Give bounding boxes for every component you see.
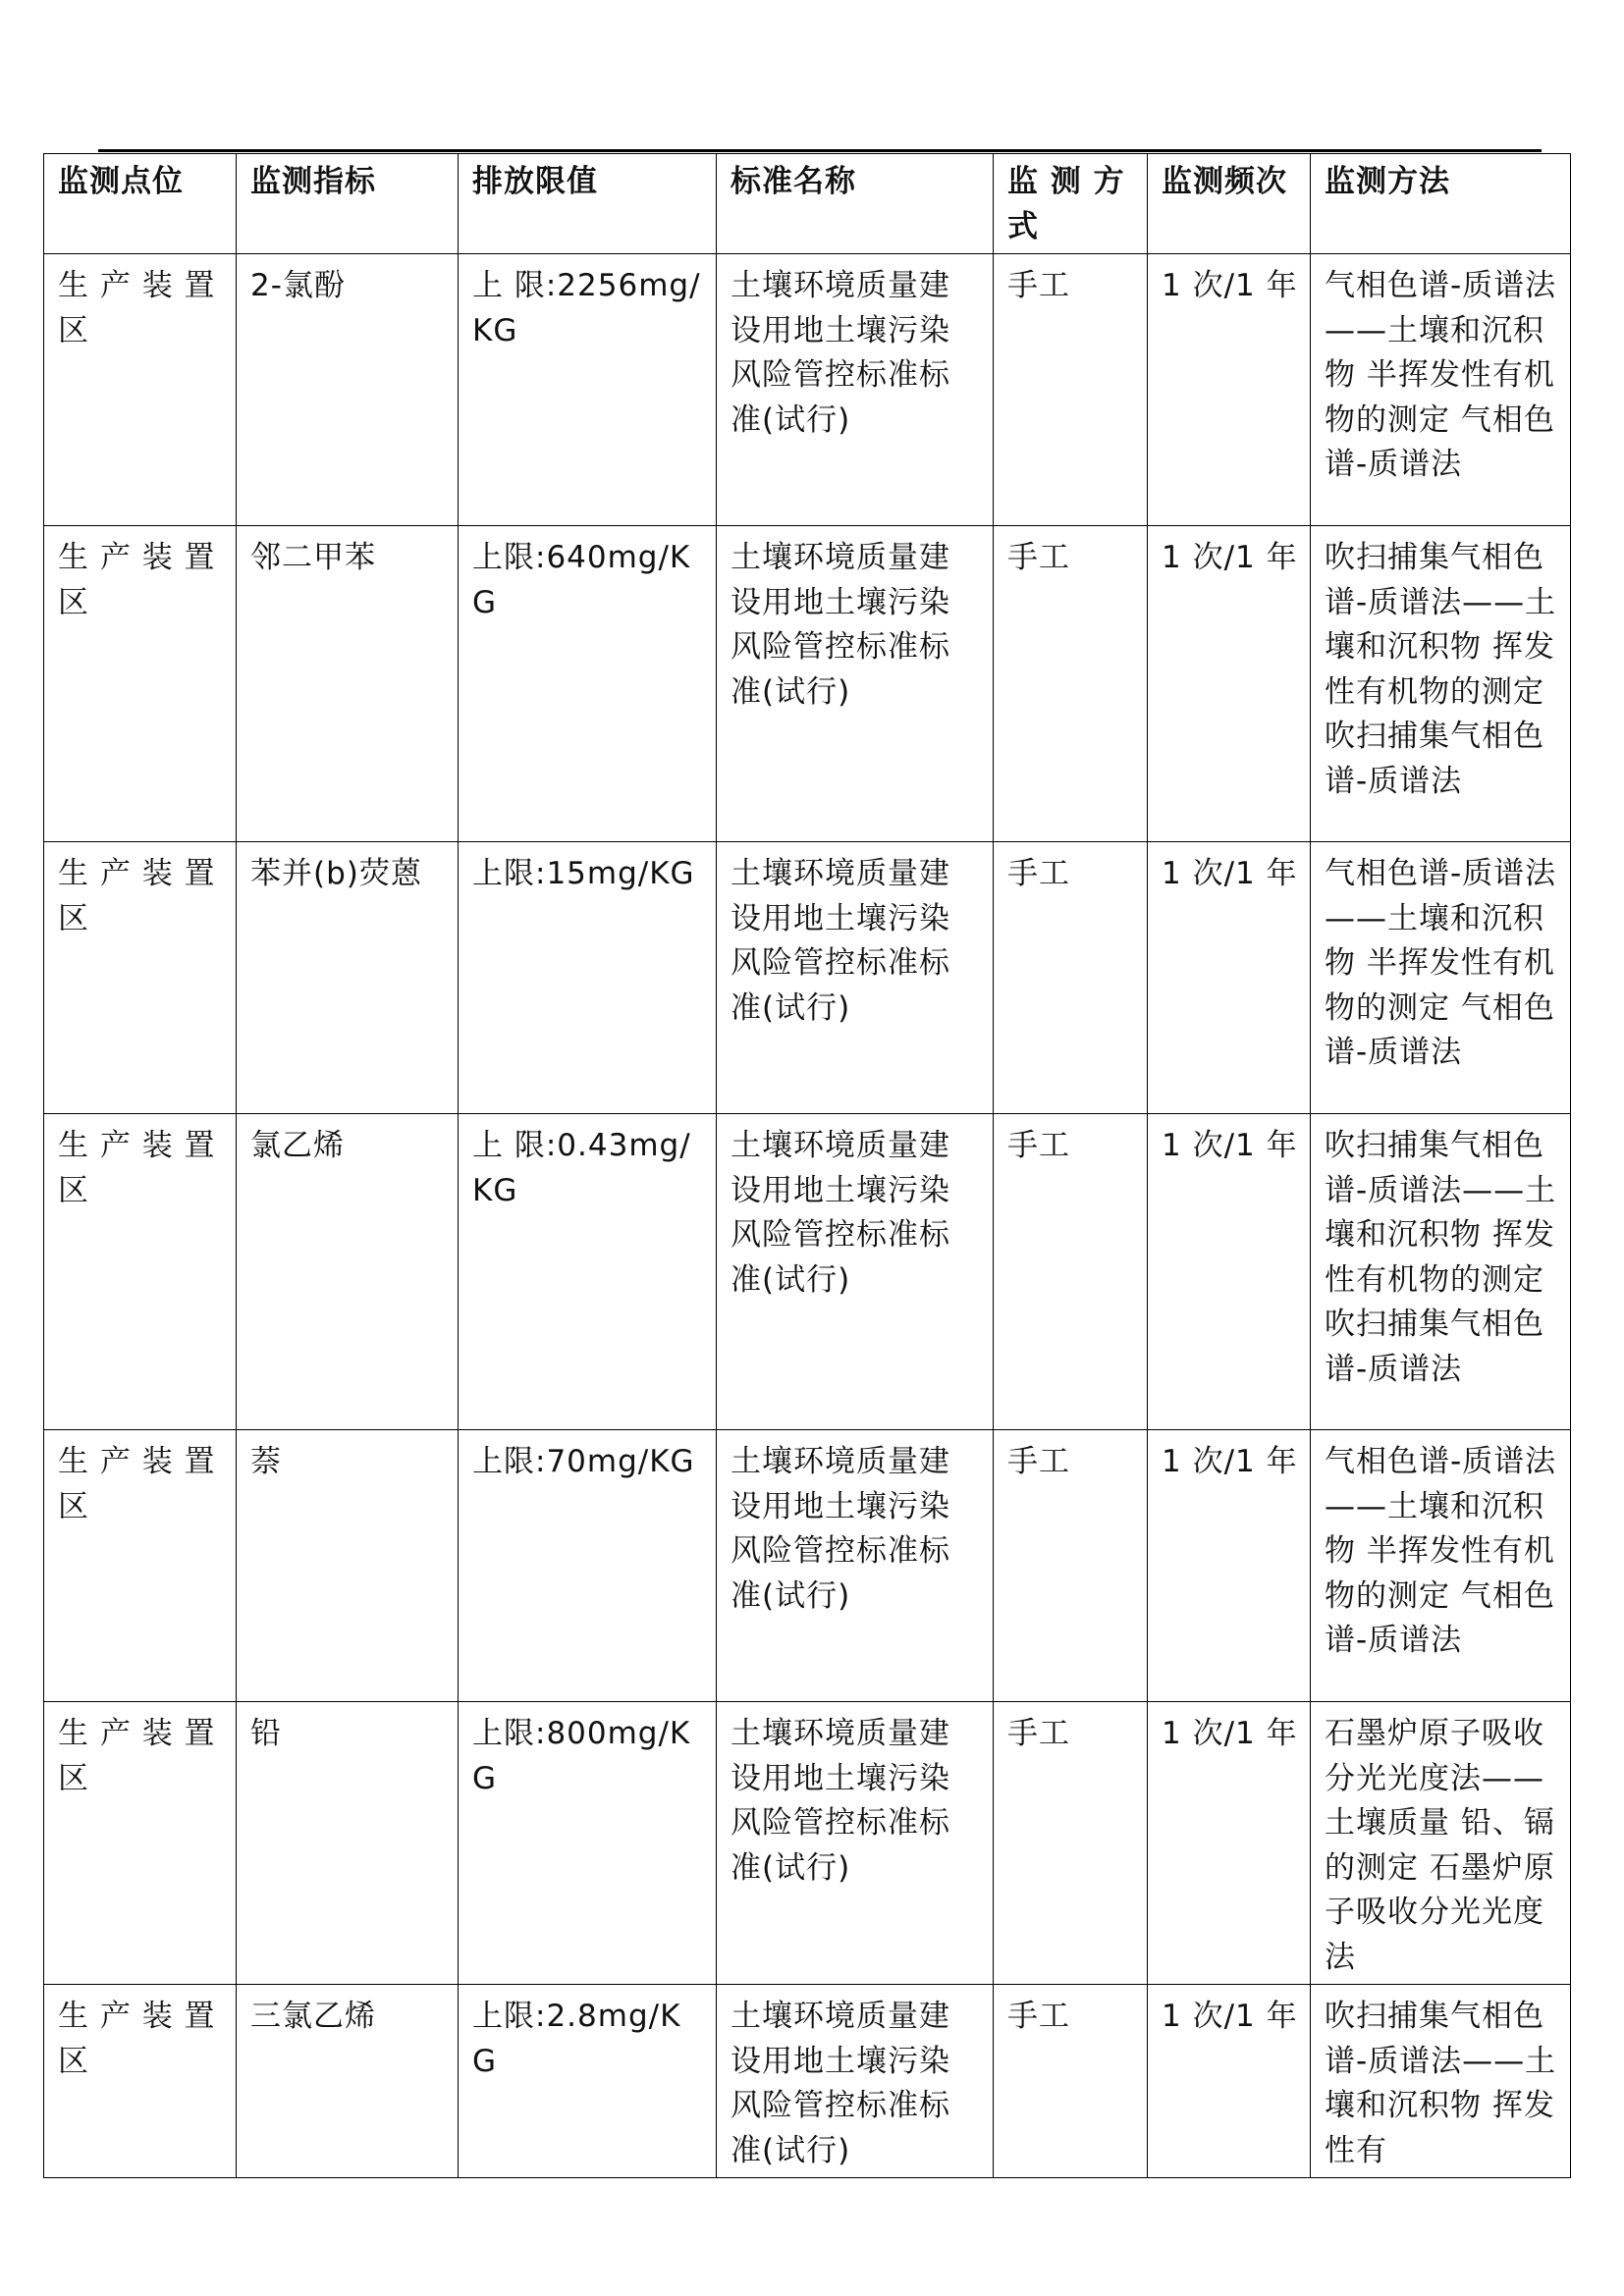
cell-frequency: 1 次/1 年 bbox=[1148, 1430, 1311, 1702]
cell-location: 生 产 装 置 区 bbox=[44, 254, 237, 526]
table-row bbox=[44, 1114, 1571, 1430]
cell-mode: 手工 bbox=[994, 1702, 1148, 1985]
cell-limit: 上限:640mg/KG bbox=[459, 526, 717, 842]
cell-standard: 土壤环境质量建设用地土壤污染风险管控标准标准(试行) bbox=[717, 526, 994, 842]
table-row bbox=[44, 1985, 1571, 2178]
cell-method: 石墨炉原子吸收分光光度法——土壤质量 铅、镉的测定 石墨炉原子吸收分光光度法 bbox=[1311, 1702, 1571, 1985]
cell-indicator: 2-氯酚 bbox=[237, 254, 459, 526]
cell-location: 生 产 装 置 区 bbox=[44, 842, 237, 1114]
cell-method: 吹扫捕集气相色谱-质谱法——土壤和沉积物 挥发性有 bbox=[1311, 1985, 1571, 2178]
cell-limit: 上限:800mg/KG bbox=[459, 1702, 717, 1985]
header-frequency: 监测频次 bbox=[1148, 154, 1311, 254]
cell-frequency: 1 次/1 年 bbox=[1148, 1985, 1311, 2178]
cell-method: 吹扫捕集气相色谱-质谱法——土壤和沉积物 挥发性有机物的测定 吹扫捕集气相色谱-质谱法 bbox=[1311, 1114, 1571, 1430]
header-method: 监测方法 bbox=[1311, 154, 1571, 254]
cell-frequency: 1 次/1 年 bbox=[1148, 1114, 1311, 1430]
cell-location: 生 产 装 置 区 bbox=[44, 1985, 237, 2178]
cell-standard: 土壤环境质量建设用地土壤污染风险管控标准标准(试行) bbox=[717, 1985, 994, 2178]
header-standard: 标准名称 bbox=[717, 154, 994, 254]
cell-location: 生 产 装 置 区 bbox=[44, 526, 237, 842]
table-row bbox=[44, 526, 1571, 842]
cell-method: 吹扫捕集气相色谱-质谱法——土壤和沉积物 挥发性有机物的测定 吹扫捕集气相色谱-质谱法 bbox=[1311, 526, 1571, 842]
cell-frequency: 1 次/1 年 bbox=[1148, 842, 1311, 1114]
cell-frequency: 1 次/1 年 bbox=[1148, 1702, 1311, 1985]
cell-mode: 手工 bbox=[994, 1430, 1148, 1702]
cell-standard: 土壤环境质量建设用地土壤污染风险管控标准标准(试行) bbox=[717, 254, 994, 526]
cell-indicator: 铅 bbox=[237, 1702, 459, 1985]
table-row bbox=[44, 1430, 1571, 1702]
cell-standard: 土壤环境质量建设用地土壤污染风险管控标准标准(试行) bbox=[717, 1702, 994, 1985]
table-row bbox=[44, 1702, 1571, 1985]
cell-standard: 土壤环境质量建设用地土壤污染风险管控标准标准(试行) bbox=[717, 842, 994, 1114]
header-mode: 监 测 方 式 bbox=[994, 154, 1148, 254]
table-header-row bbox=[44, 154, 1571, 254]
cell-indicator: 氯乙烯 bbox=[237, 1114, 459, 1430]
cell-method: 气相色谱-质谱法——土壤和沉积物 半挥发性有机物的测定 气相色谱-质谱法 bbox=[1311, 254, 1571, 526]
cell-mode: 手工 bbox=[994, 1985, 1148, 2178]
cell-location: 生 产 装 置 区 bbox=[44, 1114, 237, 1430]
cell-mode: 手工 bbox=[994, 526, 1148, 842]
cell-indicator: 苯并(b)荧蒽 bbox=[237, 842, 459, 1114]
cell-standard: 土壤环境质量建设用地土壤污染风险管控标准标准(试行) bbox=[717, 1114, 994, 1430]
cell-location: 生 产 装 置 区 bbox=[44, 1430, 237, 1702]
cell-method: 气相色谱-质谱法——土壤和沉积物 半挥发性有机物的测定 气相色谱-质谱法 bbox=[1311, 1430, 1571, 1702]
cell-frequency: 1 次/1 年 bbox=[1148, 254, 1311, 526]
header-location: 监测点位 bbox=[44, 154, 237, 254]
cell-mode: 手工 bbox=[994, 254, 1148, 526]
cell-standard: 土壤环境质量建设用地土壤污染风险管控标准标准(试行) bbox=[717, 1430, 994, 1702]
cell-indicator: 邻二甲苯 bbox=[237, 526, 459, 842]
cell-frequency: 1 次/1 年 bbox=[1148, 526, 1311, 842]
cell-indicator: 三氯乙烯 bbox=[237, 1985, 459, 2178]
cell-indicator: 萘 bbox=[237, 1430, 459, 1702]
table-row bbox=[44, 842, 1571, 1114]
cell-limit: 上限:15mg/KG bbox=[459, 842, 717, 1114]
cell-method: 气相色谱-质谱法——土壤和沉积物 半挥发性有机物的测定 气相色谱-质谱法 bbox=[1311, 842, 1571, 1114]
header-indicator: 监测指标 bbox=[237, 154, 459, 254]
table-row bbox=[44, 254, 1571, 526]
cell-location: 生 产 装 置 区 bbox=[44, 1702, 237, 1985]
cell-limit: 上 限:0.43mg/KG bbox=[459, 1114, 717, 1430]
cell-mode: 手工 bbox=[994, 1114, 1148, 1430]
cell-limit: 上限:70mg/KG bbox=[459, 1430, 717, 1702]
cell-limit: 上限:2.8mg/KG bbox=[459, 1985, 717, 2178]
header-limit: 排放限值 bbox=[459, 154, 717, 254]
cell-mode: 手工 bbox=[994, 842, 1148, 1114]
monitoring-table bbox=[43, 153, 1571, 2178]
header-rule bbox=[98, 149, 1542, 152]
cell-limit: 上 限:2256mg/KG bbox=[459, 254, 717, 526]
